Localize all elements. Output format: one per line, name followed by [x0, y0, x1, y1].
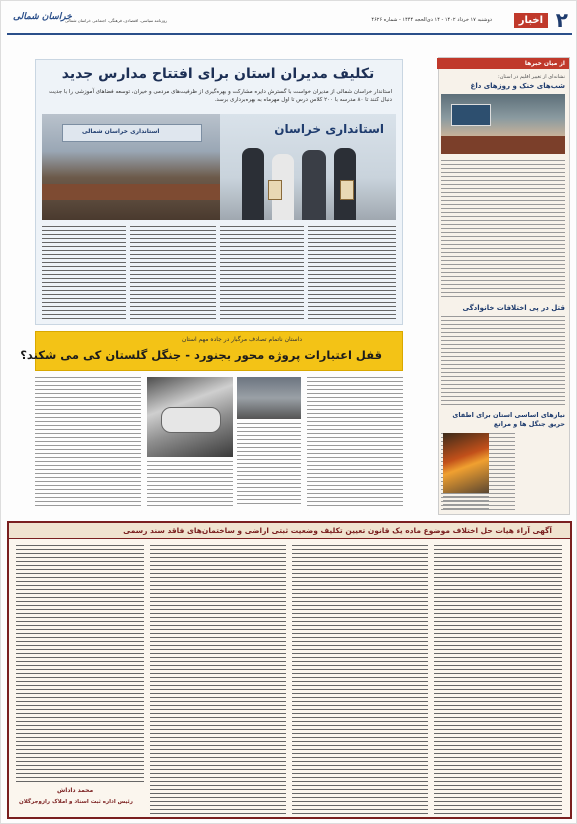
page-number: ۲	[555, 8, 568, 32]
secondary-banner	[20, 331, 403, 371]
secondary-body-col2	[237, 423, 301, 507]
notice-title-bar	[9, 523, 570, 539]
lead-photo-officials	[220, 114, 396, 220]
notice-col2	[292, 545, 428, 815]
photo-banner-text: استانداری خراسان	[274, 122, 384, 136]
story2-body	[441, 316, 565, 406]
secondary-body-col1	[307, 377, 403, 507]
secondary-body-col4	[35, 377, 141, 507]
story1-title: شب‌های خنک و روزهای داغ	[470, 82, 565, 90]
secondary-kicker: داستان ناتمام تصادف مرگبار در جاده مهم استان	[181, 336, 302, 343]
story1-body	[441, 160, 565, 298]
secondary-body-col3	[147, 461, 233, 507]
crash-photo-2	[147, 377, 233, 457]
masthead-sub: روزنامه سیاسی، اقتصادی، فرهنگی، اجتماعی خراسان شمالی	[65, 18, 167, 23]
lead-body-col4	[42, 226, 126, 320]
issue-date: دوشنبه ۱۷ خرداد ۱۴۰۲ - ۱۴ ذی‌الحجه ۱۴۴۴ - شماره ۴۶۲۶	[371, 17, 492, 23]
story3-body-2	[443, 496, 489, 512]
sidebar-label: از میان خبرها	[437, 58, 569, 69]
story3-title: نیازهای اساسی استان برای اطفای حریق جنگل ها و مراتع	[452, 411, 565, 428]
notice-signature-role: رئیس اداره ثبت اسناد و املاک رازوجرگلان	[19, 799, 133, 805]
lead-photo-meeting: استانداری خراسان شمالی	[42, 114, 220, 220]
header-bar	[7, 7, 572, 35]
legal-notice	[7, 521, 572, 819]
masthead-logo: خراسان شمالی	[13, 12, 72, 22]
lead-body-col3	[130, 226, 216, 320]
story2-title: قتل در پی اختلافات خانوادگی	[462, 304, 565, 312]
notice-signature-name: محمد داداش	[57, 787, 94, 794]
lead-story	[35, 59, 403, 325]
secondary-title: قفل اعتبارات پروژه محور بجنورد - جنگل گلستان کی می شکند؟	[20, 348, 382, 362]
section-label: اخبار	[514, 13, 548, 28]
lead-body-col2	[220, 226, 304, 320]
sidebar	[438, 57, 570, 515]
notice-col3	[150, 545, 286, 815]
notice-col1	[434, 545, 562, 815]
story1-kicker: نشانه‌ای از تغییر اقلیم در استان:	[498, 74, 565, 80]
fire-photo	[443, 433, 489, 493]
notice-title: آگهی آراء هیات حل اختلاف موضوع ماده یک قانون تعیین تکلیف وضعیت ثبتی اراضی و ساختمان‌های فاقد سند رسمی	[123, 526, 552, 535]
meeting-photo	[441, 94, 565, 154]
lead-title: تکلیف مدیران استان برای افتتاح مدارس جدید	[61, 66, 375, 82]
secondary-story	[20, 331, 403, 515]
lead-body-col1	[308, 226, 396, 320]
lead-intro: استاندار خراسان شمالی از مدیران خواست با گسترش دایره مشارکت و بهره‌گیری از ظرفیت‌های مردمی و خیران، توسعه فضاهای آموزشی را با جدیت دنبال کنند تا ۸۰ مدرسه با ۲۰۰ کلاس درس تا اول مهرماه به بهره‌برداری برسد.	[48, 89, 392, 103]
crash-photo-1	[237, 377, 301, 419]
notice-col4	[16, 545, 144, 783]
